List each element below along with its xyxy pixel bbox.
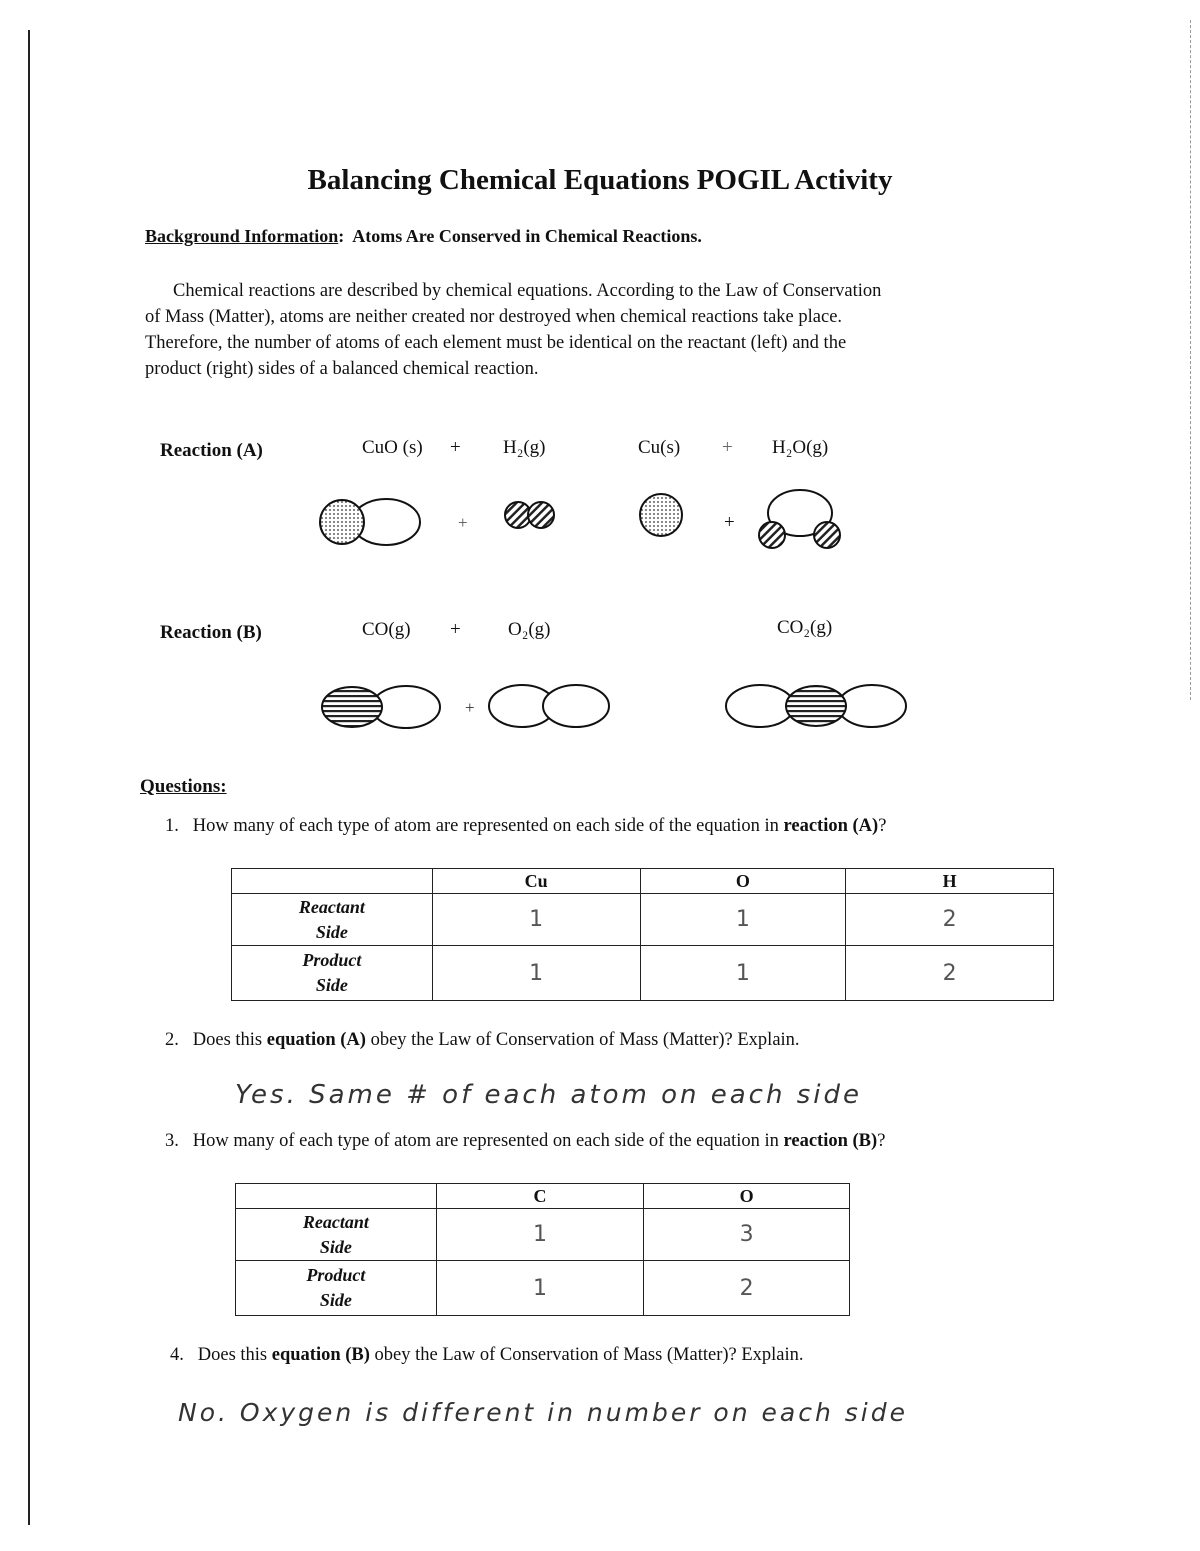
- question-text: How many of each type of atom are represented on each side of the equation in: [192, 1131, 779, 1151]
- answer-cell[interactable]: 1: [432, 894, 640, 946]
- row-label-line: Side: [315, 921, 348, 942]
- carbon-atom: [786, 686, 846, 726]
- answer-4-handwriting[interactable]: No. Oxygen is different in number on each side: [178, 1398, 908, 1427]
- question-end: ?: [877, 1131, 886, 1151]
- table-header-o: O: [644, 1184, 850, 1209]
- question-bold: equation (B): [271, 1345, 370, 1365]
- atom-count-table-b: [235, 1183, 850, 1316]
- question-number: 2.: [165, 1030, 179, 1050]
- answer-2-handwriting[interactable]: Yes. Same # of each atom on each side: [235, 1080, 862, 1110]
- reaction-a-label: Reaction (A): [160, 440, 263, 461]
- reaction-a-reactant2: H₂(g): [503, 437, 546, 458]
- row-label-line: Reactant: [298, 896, 365, 917]
- paragraph-line: Chemical reactions are described by chemical equations. According to the Law of Conservation: [173, 281, 882, 301]
- row-label-reactant: [236, 1209, 437, 1261]
- left-margin-line: [28, 30, 30, 1525]
- oxygen-atom: [838, 685, 906, 727]
- reaction-a-diagram: [300, 480, 880, 570]
- background-paragraph: [145, 278, 1045, 382]
- background-label: Background Information: [145, 226, 339, 246]
- answer-cell[interactable]: 2: [846, 946, 1054, 1001]
- table-header-blank: [236, 1184, 437, 1209]
- row-label-product: [232, 946, 433, 1001]
- hydrogen-atom: [528, 502, 554, 528]
- row-label-line: Reactant: [302, 1211, 369, 1232]
- hydrogen-atom: [759, 522, 785, 548]
- question-bold: equation (A): [266, 1030, 366, 1050]
- question-number: 3.: [165, 1131, 179, 1151]
- row-label-line: Product: [302, 950, 362, 970]
- table-header-c: C: [436, 1184, 644, 1209]
- row-label-line: Side: [319, 1236, 352, 1257]
- question-number: 1.: [165, 816, 179, 836]
- row-label-product: [236, 1261, 437, 1316]
- answer-cell[interactable]: 2: [644, 1261, 850, 1316]
- page-title: Balancing Chemical Equations POGIL Activity: [307, 164, 893, 196]
- answer-cell[interactable]: 1: [640, 946, 846, 1001]
- atom-count-table-a: [231, 868, 1054, 1001]
- answer-cell[interactable]: 1: [432, 946, 640, 1001]
- reaction-a-product2: H₂O(g): [772, 437, 829, 458]
- reaction-a-plus-2: +: [722, 437, 733, 458]
- question-pre: Does this: [192, 1030, 263, 1050]
- question-bold: reaction (B): [783, 1131, 878, 1151]
- diagram-plus: +: [465, 698, 475, 717]
- row-label-reactant: [232, 894, 433, 946]
- reaction-a-product1: Cu(s): [638, 437, 681, 458]
- table-header-o: O: [640, 869, 846, 894]
- questions-heading: Questions:: [140, 776, 227, 797]
- question-number: 4.: [170, 1345, 184, 1365]
- reaction-b-reactant1: CO(g): [362, 619, 411, 640]
- answer-cell[interactable]: 1: [640, 894, 846, 946]
- reaction-b-product1: CO₂(g): [777, 617, 833, 638]
- paragraph-line: of Mass (Matter), atoms are neither created nor destroyed when chemical reactions take place.: [145, 307, 843, 327]
- copper-atom: [320, 500, 364, 544]
- row-label-line: Product: [306, 1265, 366, 1285]
- question-4: [170, 1345, 804, 1366]
- hydrogen-atom: [814, 522, 840, 548]
- diagram-plus: +: [458, 513, 468, 532]
- copper-atom: [640, 494, 682, 536]
- paragraph-line: product (right) sides of a balanced chemical reaction.: [145, 359, 539, 379]
- row-label-line: Side: [315, 975, 348, 995]
- answer-cell[interactable]: 1: [436, 1261, 644, 1316]
- question-end: ?: [878, 816, 887, 836]
- carbon-atom: [322, 687, 382, 727]
- question-3: [165, 1131, 885, 1152]
- answer-cell[interactable]: 1: [436, 1209, 644, 1261]
- question-pre: Does this: [197, 1345, 268, 1365]
- question-text: obey the Law of Conservation of Mass (Matter)? Explain.: [374, 1345, 804, 1365]
- question-bold: reaction (A): [783, 816, 879, 836]
- question-2: [165, 1030, 800, 1051]
- answer-cell[interactable]: 3: [644, 1209, 850, 1261]
- reaction-a-plus: +: [450, 437, 461, 458]
- question-text: obey the Law of Conservation of Mass (Matter)? Explain.: [370, 1030, 800, 1050]
- oxygen-atom: [543, 685, 609, 727]
- oxygen-atom: [726, 685, 794, 727]
- background-subheading: Atoms Are Conserved in Chemical Reactions.: [352, 226, 702, 246]
- right-edge-dots: [1190, 20, 1192, 700]
- background-heading: Background Information: Atoms Are Conserved in Chemical Reactions.: [145, 226, 702, 246]
- reaction-b-plus: +: [450, 619, 461, 640]
- reaction-b-diagram: [300, 665, 920, 745]
- answer-cell[interactable]: 2: [846, 894, 1054, 946]
- reaction-b-reactant2: O₂(g): [508, 619, 551, 640]
- table-header-cu: Cu: [432, 869, 640, 894]
- reaction-a-reactant1: CuO (s): [362, 437, 423, 458]
- diagram-plus: +: [724, 512, 735, 533]
- question-1: [165, 816, 886, 837]
- table-header-blank: [232, 869, 433, 894]
- paragraph-line: Therefore, the number of atoms of each element must be identical on the reactant (left) and the: [145, 333, 847, 353]
- reaction-b-label: Reaction (B): [160, 622, 262, 643]
- question-text: How many of each type of atom are represented on each side of the equation in: [192, 816, 779, 836]
- row-label-line: Side: [319, 1290, 352, 1310]
- table-header-h: H: [846, 869, 1054, 894]
